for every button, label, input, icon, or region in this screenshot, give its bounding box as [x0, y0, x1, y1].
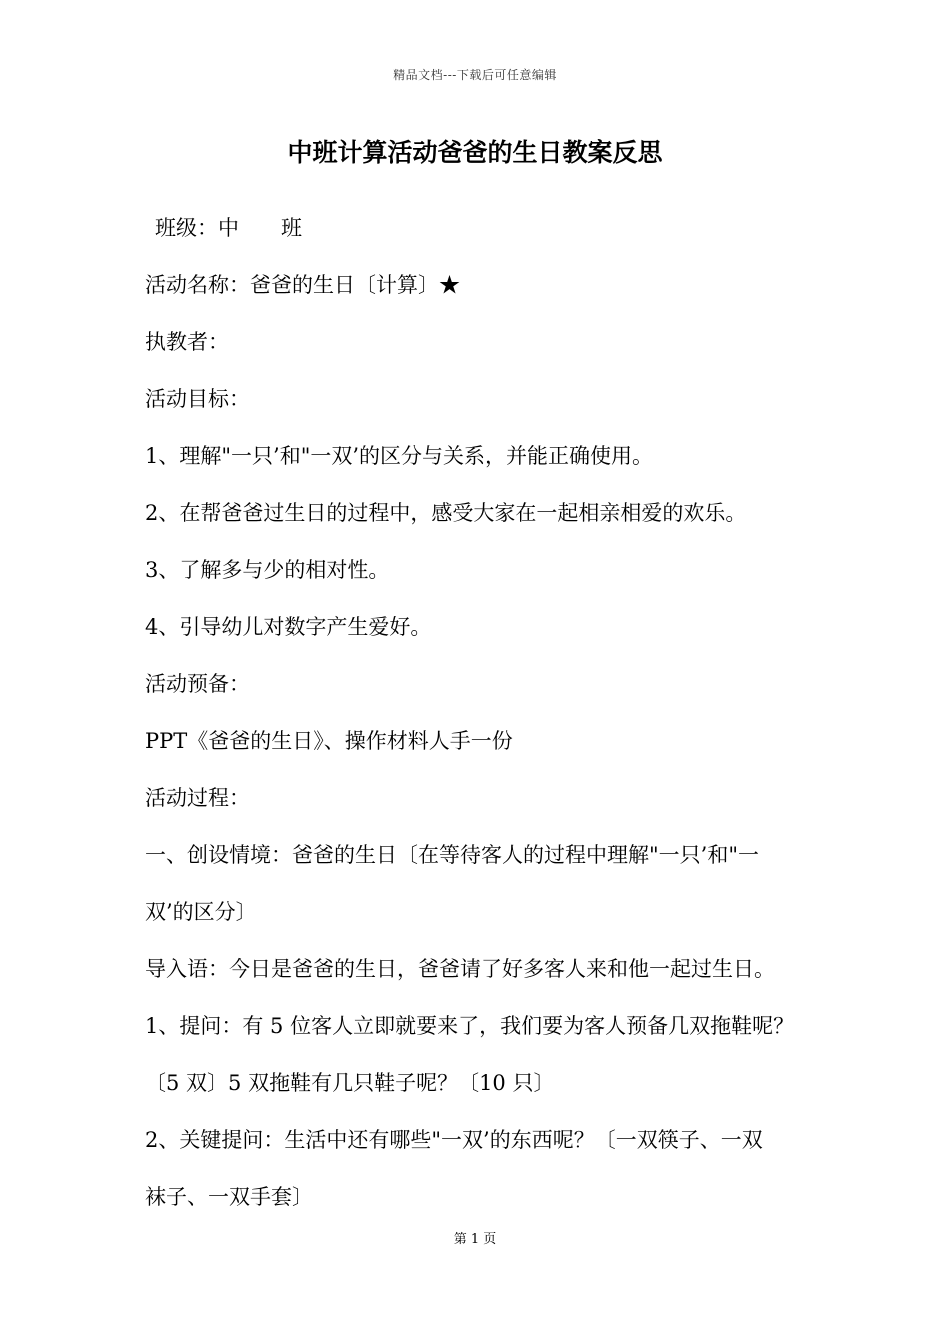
document-title: 中班计算活动爸爸的生日教案反思: [287, 138, 663, 167]
objectives-heading: 活动目标：: [145, 387, 250, 411]
process-paragraph: 导入语：今日是爸爸的生日，爸爸请了好多客人来和他一起过生日。: [145, 957, 775, 981]
process-paragraph: 〔5 双〕5 双拖鞋有几只鞋子呢？〔10 只〕: [145, 1071, 555, 1095]
page-header: 精品文档---下载后可任意编辑: [393, 68, 557, 82]
class-line: 班级：中 班: [155, 216, 302, 240]
objective-item: 2、在帮爸爸过生日的过程中，感受大家在一起相亲相爱的欢乐。: [145, 501, 747, 525]
objective-item: 4、引导幼儿对数字产生爱好。: [145, 615, 432, 639]
teacher-line: 执教者：: [145, 330, 229, 354]
process-paragraph: 双’的区分〕: [145, 900, 257, 924]
process-paragraph: 1、提问：有 5 位客人立即就要来了，我们要为客人预备几双拖鞋呢？: [145, 1014, 795, 1038]
activity-name-line: 活动名称：爸爸的生日〔计算〕★: [145, 273, 460, 297]
process-paragraph: 2、关键提问：生活中还有哪些"一双’的东西呢？〔一双筷子、一双: [145, 1128, 763, 1152]
document-body: [145, 200, 825, 1226]
objective-item: 3、了解多与少的相对性。: [145, 558, 390, 582]
process-heading: 活动过程：: [145, 786, 250, 810]
objective-item: 1、理解"一只’和"一双’的区分与关系，并能正确使用。: [145, 444, 654, 468]
page-number: 第 1 页: [453, 1232, 497, 1247]
process-paragraph: 袜子、一双手套〕: [145, 1185, 313, 1209]
process-paragraph: 一、创设情境：爸爸的生日〔在等待客人的过程中理解"一只’和"一: [145, 843, 759, 867]
preparation-text: PPT《爸爸的生日》、操作材料人手一份: [145, 729, 513, 753]
preparation-heading: 活动预备：: [145, 672, 250, 696]
